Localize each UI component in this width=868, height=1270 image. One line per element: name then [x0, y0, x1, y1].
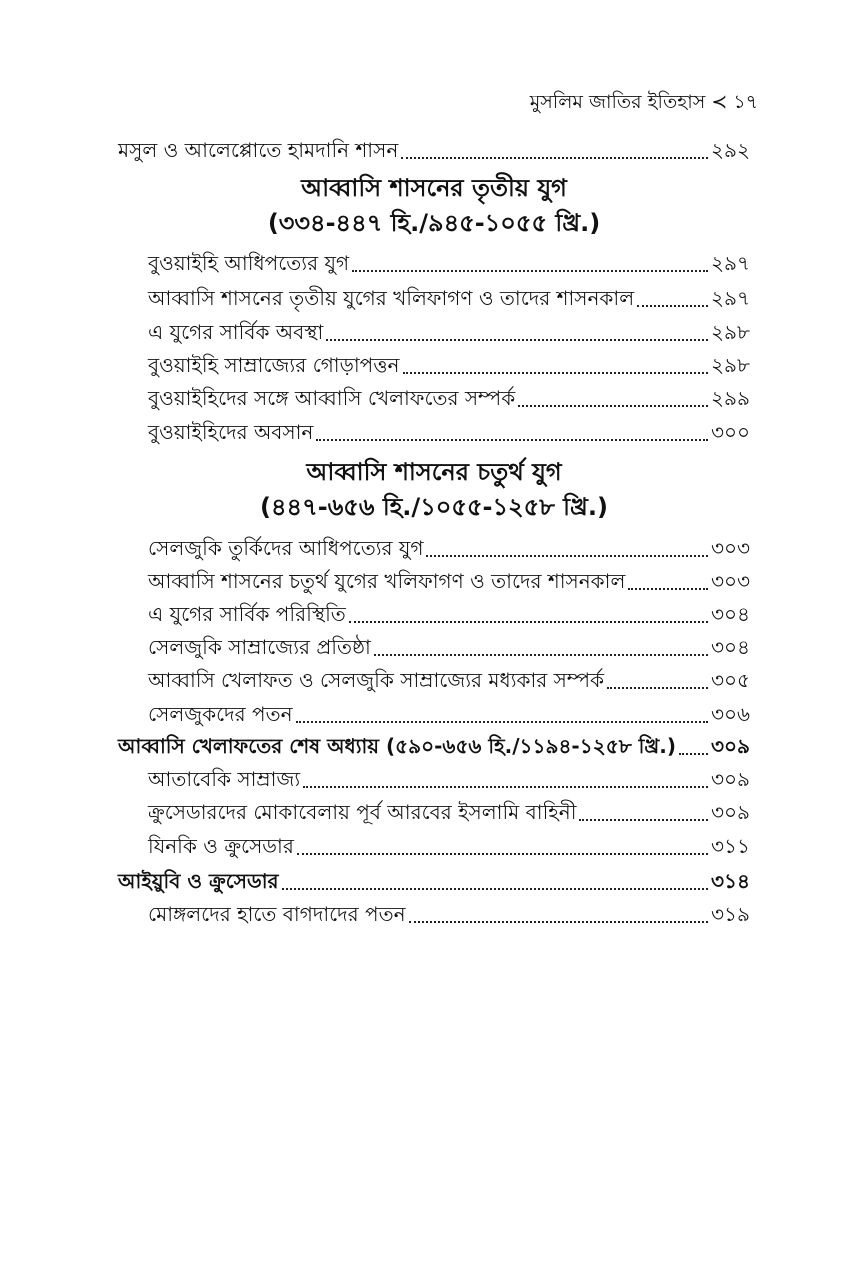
dot-leader — [637, 305, 708, 307]
dot-leader — [297, 853, 708, 855]
toc-entry-page: ২৯৭ — [711, 251, 750, 275]
toc-entry — [148, 632, 750, 662]
dot-leader — [628, 588, 708, 590]
toc-entry-page: ২৯৭ — [711, 286, 750, 310]
toc-entry-label: বুওয়াইহিদের অবসান — [148, 420, 314, 444]
toc-entry — [148, 665, 750, 695]
toc-entry-page: ২৯৮ — [711, 353, 750, 377]
toc-entry-page: ৩১১ — [711, 834, 750, 858]
toc-entry-label: আব্বাসি খেলাফত ও সেলজুকি সাম্রাজ্যের মধ্যকার সম্পর্ক — [148, 668, 605, 692]
toc-entry-page: ৩০৯ — [711, 734, 750, 758]
toc-entry-page: ২৯৯ — [711, 386, 750, 410]
section-heading: আব্বাসি শাসনের তৃতীয় যুগ — [301, 174, 567, 202]
toc-entry — [148, 317, 750, 347]
dot-leader — [607, 687, 708, 689]
toc-entry-label: সেলজুকি সাম্রাজ্যের প্রতিষ্ঠা — [148, 635, 371, 659]
dot-leader — [296, 721, 708, 723]
toc-entry-label: এ যুগের সার্বিক পরিস্থিতি — [148, 602, 346, 626]
toc-entry-page: ৩০০ — [710, 420, 750, 444]
dot-leader — [349, 621, 708, 623]
section-heading: আব্বাসি শাসনের চতুর্থ যুগ — [306, 458, 562, 486]
dot-leader — [282, 888, 709, 890]
toc-entry — [148, 764, 750, 794]
toc-entry-label: বুওয়াইহি আধিপত্যের যুগ — [148, 251, 350, 275]
dot-leader — [579, 819, 708, 821]
toc-entry — [148, 533, 750, 563]
toc-entry-label: সেলজুকি তুর্কিদের আধিপত্যের যুগ — [148, 536, 424, 560]
toc-entry-page: ৩০৯ — [711, 800, 750, 824]
toc-entry-page: ৩০৩ — [710, 536, 750, 560]
toc-entry-page: ৩০৪ — [711, 635, 750, 659]
dot-leader — [303, 786, 708, 788]
toc-entry-label: ক্রুসেডারদের মোকাবেলায় পূর্ব আরবের ইসলামি বাহিনী — [148, 800, 577, 824]
toc-entry — [148, 383, 750, 413]
toc-entry — [148, 350, 750, 380]
toc-entry-label: আইয়ুবি ও ক্রুসেডার — [118, 869, 279, 893]
toc-entry — [118, 135, 750, 165]
toc-entry-label: আব্বাসি শাসনের চতুর্থ যুগের খলিফাগণ ও তাদের শাসনকাল — [148, 569, 626, 593]
toc-entry-label: মোঙ্গলদের হাতে বাগদাদের পতন — [148, 902, 406, 926]
running-header — [530, 88, 758, 120]
toc-entry-page: ৩০৯ — [711, 767, 750, 791]
toc-entry-page: ৩১৯ — [711, 902, 750, 926]
dot-leader — [409, 921, 708, 923]
toc-entry-page: ২৯৮ — [711, 320, 750, 344]
book-title: মুসলিম জাতির ইতিহাস — [529, 91, 706, 113]
toc-entry-page: ৩০৪ — [711, 602, 750, 626]
dot-leader — [401, 157, 708, 159]
toc-entry-page: ৩১৪ — [711, 869, 750, 893]
toc-entry — [148, 283, 750, 313]
toc-entry — [148, 699, 750, 729]
header-separator: ≺ — [711, 91, 728, 113]
toc-chapter-entry — [118, 866, 750, 896]
section-date-range: (৪৪৭-৬৫৬ হি./১০৫৫-১২৫৮ খ্রি.) — [260, 493, 608, 521]
toc-entry — [148, 566, 750, 596]
toc-entry-label: আব্বাসি খেলাফতের শেষ অধ্যায় (৫৯০-৬৫৬ হি./১১৯৪-১২৫৮ খ্রি.) — [118, 734, 676, 758]
dot-leader — [374, 654, 708, 656]
toc-entry-page: ৩০৬ — [710, 702, 750, 726]
toc-entry — [148, 797, 750, 827]
toc-entry-label: সেলজুকদের পতন — [148, 702, 293, 726]
dot-leader — [403, 372, 709, 374]
toc-entry-page: ২৯২ — [711, 138, 750, 162]
toc-entry — [148, 599, 750, 629]
toc-entry — [148, 417, 750, 447]
toc-entry — [148, 899, 750, 929]
dot-leader — [316, 439, 708, 441]
toc-entry-page: ৩০৫ — [711, 668, 750, 692]
toc-entry-label: যিনকি ও ক্রুসেডার — [148, 834, 294, 858]
dot-leader — [679, 753, 708, 755]
toc-entry — [148, 248, 750, 278]
toc-entry-label: বুওয়াইহিদের সঙ্গে আব্বাসি খেলাফতের সম্পর্ক — [148, 386, 516, 410]
section-date-range: (৩৩৪-৪৪৭ হি./৯৪৫-১০৫৫ খ্রি.) — [267, 209, 601, 237]
dot-leader — [352, 270, 708, 272]
toc-entry — [148, 831, 750, 861]
dot-leader — [326, 339, 708, 341]
dot-leader — [518, 405, 708, 407]
toc-entry-label: এ যুগের সার্বিক অবস্থা — [148, 320, 324, 344]
header-page-number: ১৭ — [733, 91, 758, 113]
toc-entry-page: ৩০৩ — [710, 569, 750, 593]
toc-entry-label: আতাবেকি সাম্রাজ্য — [148, 767, 301, 791]
toc-entry-label: বুওয়াইহি সাম্রাজ্যের গোড়াপত্তন — [148, 353, 400, 377]
toc-entry-label: আব্বাসি শাসনের তৃতীয় যুগের খলিফাগণ ও তাদের শাসনকাল — [148, 286, 635, 310]
toc-entry-label: মসুল ও আলেপ্পোতে হামদানি শাসন — [118, 138, 399, 162]
dot-leader — [426, 555, 708, 557]
toc-chapter-entry — [118, 731, 750, 761]
